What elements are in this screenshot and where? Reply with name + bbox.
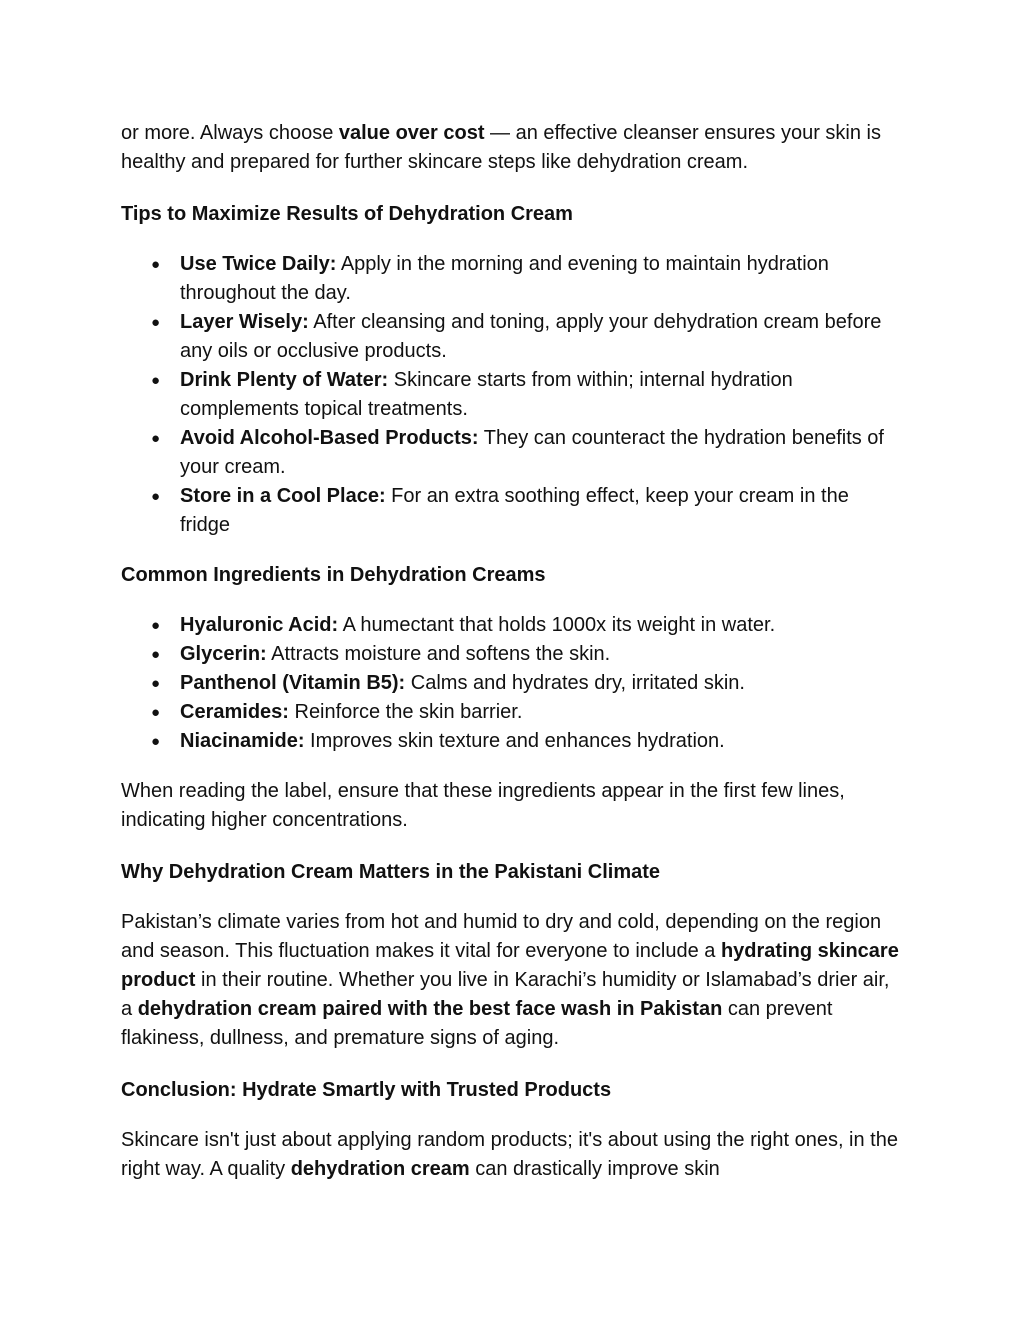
list-item: ● Drink Plenty of Water: Skincare starts from within; internal hydration complements topical treatments. xyxy=(180,366,901,424)
ingredients-heading: Common Ingredients in Dehydration Creams xyxy=(121,564,546,586)
tips-list xyxy=(121,250,901,540)
conclusion-paragraph: Skincare isn't just about applying random products; it's about using the right ones, in the right way. A quality dehydration cream can drastically improve skin xyxy=(121,1129,898,1180)
ingredients-list xyxy=(121,611,901,756)
list-item: ● Ceramides: Reinforce the skin barrier. xyxy=(180,698,901,727)
list-item: ● Hyaluronic Acid: A humectant that holds 1000x its weight in water. xyxy=(180,611,901,640)
intro-emphasis: value over cost xyxy=(338,122,485,144)
list-item: ● Store in a Cool Place: For an extra soothing effect, keep your cream in the fridge xyxy=(180,482,901,540)
tips-heading: Tips to Maximize Results of Dehydration Cream xyxy=(121,203,573,225)
climate-heading: Why Dehydration Cream Matters in the Pakistani Climate xyxy=(121,861,661,883)
list-item: ● Use Twice Daily: Apply in the morning and evening to maintain hydration throughout the day. xyxy=(180,250,901,308)
ingredients-note: When reading the label, ensure that these ingredients appear in the first few lines, indicating higher concentrations. xyxy=(121,780,845,831)
conclusion-heading: Conclusion: Hydrate Smartly with Trusted Products xyxy=(121,1079,612,1101)
list-item: ● Layer Wisely: After cleansing and toning, apply your dehydration cream before any oils or occlusive products. xyxy=(180,308,901,366)
list-item: ● Glycerin: Attracts moisture and softens the skin. xyxy=(180,640,901,669)
list-item: ● Niacinamide: Improves skin texture and enhances hydration. xyxy=(180,727,901,756)
intro-paragraph: or more. Always choose value over cost — an effective cleanser ensures your skin is healthy and prepared for further skincare steps like dehydration cream. xyxy=(121,122,881,173)
list-item: ● Panthenol (Vitamin B5): Calms and hydrates dry, irritated skin. xyxy=(180,669,901,698)
list-item: ● Avoid Alcohol-Based Products: They can counteract the hydration benefits of your cream. xyxy=(180,424,901,482)
climate-paragraph: Pakistan’s climate varies from hot and humid to dry and cold, depending on the region and season. This fluctuation makes it vital for everyone to include a hydrating skincare product in their routine. Whether you live in Karachi’s humidity or Islamabad’s drier air, a dehydration cream paired with the best face wash in Pakistan can prevent flakiness, dullness, and premature signs of aging. xyxy=(121,911,899,1049)
document-page xyxy=(121,119,901,1184)
